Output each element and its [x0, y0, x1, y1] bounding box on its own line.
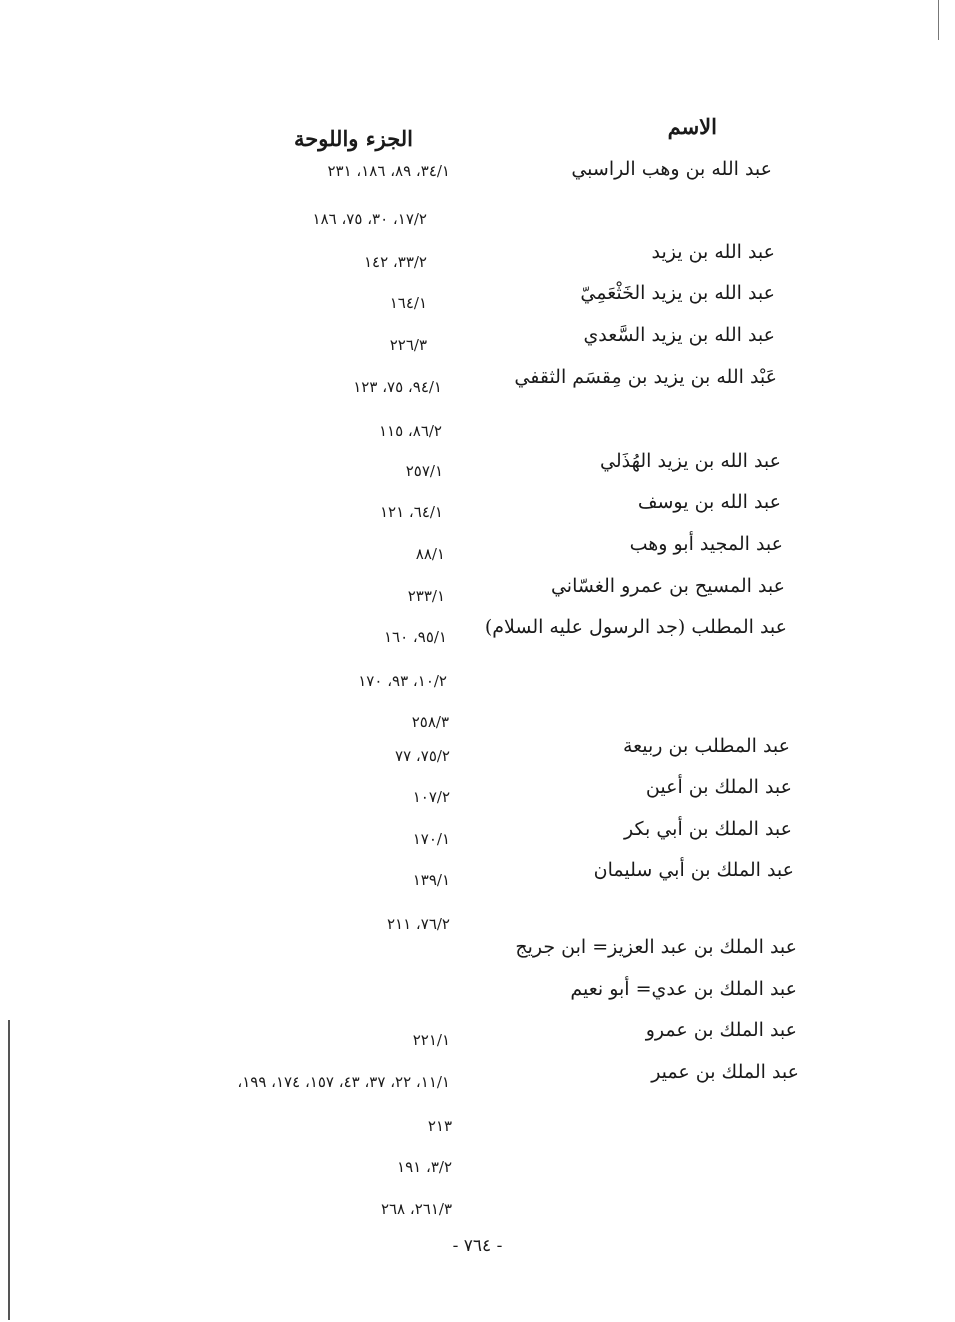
index-row [0, 1019, 955, 1059]
index-row [0, 735, 955, 775]
entry-name: عبد الملك بن عدي= أبو نعيم [570, 978, 797, 1000]
entry-reference: ٩٥/١، ١٦٠ [383, 628, 447, 646]
index-row [0, 282, 955, 322]
entry-name: عبد الملك بن عمير [651, 1061, 799, 1083]
index-row [0, 1113, 955, 1153]
index-row [0, 818, 955, 858]
entry-reference: ١٧/٢، ٣٠، ٧٥، ١٨٦ [312, 210, 427, 228]
entry-reference: ٢٥٧/١ [405, 462, 443, 480]
entry-name: عبد المطلب (جد الرسول عليه السلام) [484, 616, 787, 638]
index-row [0, 450, 955, 490]
entry-name: عبد الله بن يوسف [637, 491, 781, 513]
index-row [0, 776, 955, 816]
entry-reference: ١١/١، ٢٢، ٣٧، ٤٣، ١٥٧، ١٧٤، ١٩٩، [237, 1073, 450, 1091]
scan-edge-mark [938, 0, 939, 40]
index-row [0, 241, 955, 281]
index-row [0, 158, 955, 198]
index-row [0, 936, 955, 976]
index-row [0, 1196, 955, 1236]
index-row [0, 978, 955, 1018]
index-row [0, 668, 955, 708]
entry-reference: ٧٦/٢، ٢١١ [386, 915, 450, 933]
entry-name: عبد الله بن يزيد [651, 241, 775, 263]
entry-reference: ٦٤/١، ١٢١ [379, 503, 443, 521]
entry-reference: ٢٥٨/٣ [411, 713, 449, 731]
entry-name: عبد الملك بن أبي بكر [624, 818, 792, 840]
entry-reference: ١٦٤/١ [389, 294, 427, 312]
entry-reference: ٣٤/١، ٨٩، ١٨٦، ٢٣١ [327, 162, 450, 180]
index-row [0, 575, 955, 615]
entry-name: عبد المجيد أبو وهب [629, 533, 783, 555]
entry-name: عبد الله بن يزيد السَّعدي [583, 324, 775, 346]
entry-reference: ٢١٣ [427, 1117, 452, 1135]
entry-reference: ٣٣/٢، ١٤٢ [363, 253, 427, 271]
entry-reference: ٨٨/١ [415, 545, 445, 563]
entry-name: عبد الملك بن أبي سليمان [593, 859, 794, 881]
index-row [0, 533, 955, 573]
entry-reference: ٢٢٦/٣ [389, 336, 427, 354]
name-column-header: الاسم [667, 114, 717, 139]
entry-reference: ١٣٩/١ [412, 871, 450, 889]
index-row [0, 1061, 955, 1101]
entry-reference: ٢٣٣/١ [407, 587, 445, 605]
index-row [0, 616, 955, 656]
scan-edge-line [8, 1020, 10, 1320]
entry-name: عبد الله بن وهب الراسبي [571, 158, 772, 180]
entry-name: عبد المطلب بن ربيعة [622, 735, 790, 757]
entry-reference: ٢٢١/١ [412, 1031, 450, 1049]
entry-name: عبد الملك بن عبد العزيز= ابن جريج [515, 936, 797, 958]
entry-name: عبد الله بن يزيد الخَثْعَمِيّ [580, 282, 775, 304]
entry-reference: ٣/٢، ١٩١ [397, 1158, 452, 1176]
entry-name: عبد الملك بن أعين [645, 776, 792, 798]
entry-reference: ٨٦/٢، ١١٥ [378, 422, 442, 440]
reference-column-header: الجزء واللوحة [294, 126, 413, 151]
index-row [0, 206, 955, 246]
entry-reference: ١٧٠/١ [412, 830, 450, 848]
entry-reference: ٩٤/١، ٧٥، ١٢٣ [353, 378, 442, 396]
index-row [0, 859, 955, 899]
entry-reference: ١٠/٢، ٩٣، ١٧٠ [358, 672, 447, 690]
index-row [0, 324, 955, 364]
entry-reference: ٧٥/٢، ٧٧ [395, 747, 450, 765]
page-number: - ٧٦٤ - [452, 1236, 503, 1256]
entry-name: عَبْد الله بن يزيد بن مِقسَم الثقفي [514, 366, 777, 388]
entry-name: عبد الملك بن عمرو [645, 1019, 797, 1041]
index-row [0, 366, 955, 406]
entry-name: عبد الله بن يزيد الهُذَلي [600, 450, 781, 472]
entry-reference: ١٠٧/٢ [412, 788, 450, 806]
index-row [0, 1154, 955, 1194]
entry-name: عبد المسيح بن عمرو الغسّاني [550, 575, 785, 597]
index-row [0, 491, 955, 531]
entry-reference: ٢٦١/٣، ٢٦٨ [380, 1200, 452, 1218]
